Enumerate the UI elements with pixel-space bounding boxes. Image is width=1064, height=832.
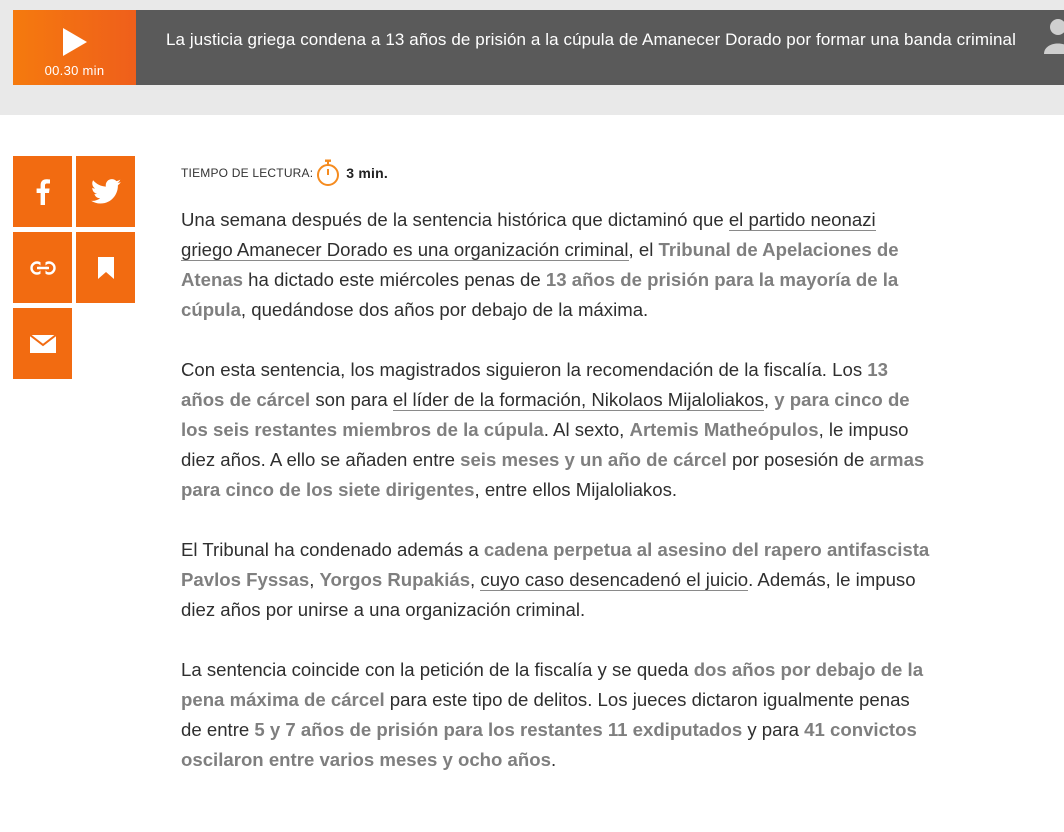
paragraph-text: , quedándose dos años por debajo de la máxima. [240,299,649,320]
article-link[interactable]: el partido neonazi griego Amanecer Dorado es una organización criminal [181,209,876,260]
audio-player [13,10,1064,85]
email-share-button[interactable] [13,308,72,379]
article-link[interactable]: el líder de la formación, Nikolaos Mijaloliakos [392,389,764,410]
article-link[interactable]: cuyo caso desencadenó el juicio [480,569,749,590]
paragraph-text: . Además, le impuso diez años por unirse a una organización criminal. [181,569,916,620]
user-icon[interactable] [1042,16,1064,56]
link-icon [30,261,56,275]
highlighted-text: Tribunal de Apelaciones de Atenas [181,239,899,290]
paragraph-text: , el [628,239,659,260]
article-paragraph [181,205,931,325]
highlighted-text: seis meses y un año de cárcel [460,449,727,470]
reading-time-value: 3 min. [346,165,388,181]
audio-duration: 00.30 min [44,63,105,78]
stopwatch-icon [315,159,341,187]
highlighted-text: dos años por debajo de la pena máxima de cárcel [181,659,924,710]
highlighted-text: 13 años de cárcel [181,359,888,410]
reading-time-label: TIEMPO DE LECTURA: [181,166,314,180]
paragraph-text: El Tribunal ha condenado además a [181,539,484,560]
play-icon [61,27,89,57]
highlighted-text: y para cinco de los seis restantes miembros de la cúpula [181,389,910,440]
paragraph-text: , le impuso diez años. A ello se añaden entre [181,419,909,470]
article-paragraph [181,355,931,505]
paragraph-text: . Al sexto, [543,419,630,440]
highlighted-text: 41 convictos oscilaron entre varios meses y ocho años [181,719,917,770]
article-paragraph [181,655,931,775]
highlighted-text: cadena perpetua al asesino del rapero antifascista Pavlos Fyssas [181,539,930,590]
article-body [181,157,931,805]
article-paragraph [181,535,931,625]
highlighted-text: armas para cinco de los siete dirigentes [181,449,925,500]
paragraph-text: Con esta sentencia, los magistrados siguieron la recomendación de la fiscalía. Los [181,359,868,380]
play-button[interactable] [13,10,136,85]
bookmark-button[interactable] [76,232,135,303]
bookmark-icon [98,257,114,279]
paragraph-text: . [550,749,557,770]
audio-title: La justicia griega condena a 13 años de prisión a la cúpula de Amanecer Dorado por formar una banda criminal [166,30,1016,49]
paragraph-text: , [763,389,775,410]
paragraph-text: La sentencia coincide con la petición de la fiscalía y se queda [181,659,694,680]
paragraph-text: ha dictado este miércoles penas de [243,269,546,290]
reading-time [181,157,931,189]
paragraph-text: , [470,569,481,590]
paragraph-text: , [309,569,320,590]
email-icon [30,335,56,353]
paragraph-text: , entre ellos Mijaloliakos. [474,479,678,500]
paragraph-text: y para [742,719,805,740]
highlighted-text: 5 y 7 años de prisión para los restantes 11 exdiputados [254,719,743,740]
paragraph-text: son para [310,389,393,410]
twitter-icon [91,179,121,204]
copy-link-button[interactable] [13,232,72,303]
highlighted-text: Artemis Matheópulos [629,419,819,440]
paragraph-text: para este tipo de delitos. Los jueces dictaron igualmente penas de entre [181,689,910,740]
facebook-share-button[interactable] [13,156,72,227]
twitter-share-button[interactable] [76,156,135,227]
paragraph-text: Una semana después de la sentencia histórica que dictaminó que [181,209,729,230]
paragraph-text: por posesión de [726,449,870,470]
highlighted-text: Yorgos Rupakiás [319,569,471,590]
highlighted-text: 13 años de prisión para la mayoría de la cúpula [181,269,899,320]
audio-section [0,0,1064,115]
facebook-icon [36,179,50,205]
